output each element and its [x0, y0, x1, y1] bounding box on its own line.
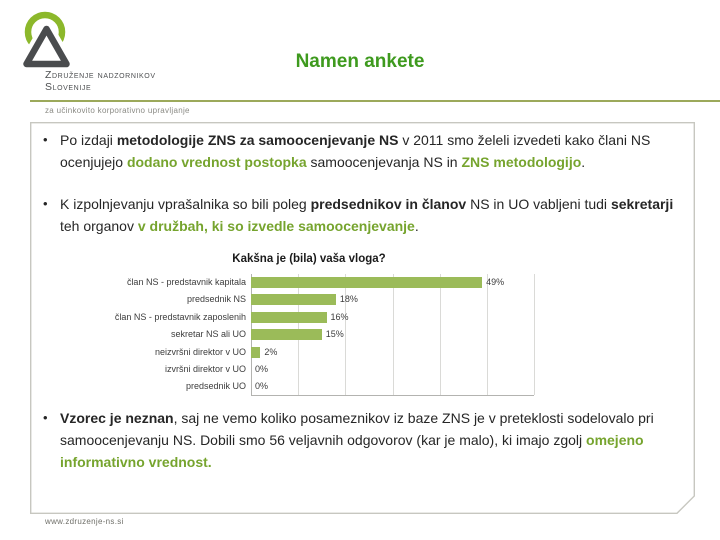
- chart-value-label: 0%: [255, 363, 269, 374]
- chart-category-label: član NS - predstavnik kapitala: [126, 277, 246, 287]
- bullet-text-segment: v družbah, ki so izvedle samoocenjevanje: [137, 218, 415, 234]
- chart-bar: [251, 329, 322, 340]
- chart-bar: [251, 312, 327, 323]
- bullet-text-segment: ZNS metodologijo: [461, 154, 582, 170]
- bullet-item: [30, 193, 681, 237]
- bullet-text-segment: K izpolnjevanju vprašalnika so bili poleg: [60, 196, 311, 212]
- role-bar-chart: [84, 253, 534, 396]
- chart-row: [251, 344, 534, 361]
- chart-row: [251, 378, 534, 395]
- chart-value-label: 18%: [339, 294, 358, 305]
- bullet-text-segment: Vzorec je neznan: [60, 409, 174, 426]
- footer-url: www.zdruzenje-ns.si: [45, 517, 124, 526]
- bullet-text-segment: omejeno informativno vrednost.: [60, 431, 644, 470]
- chart-value-label: 15%: [325, 329, 344, 340]
- bullet-item: [30, 407, 681, 473]
- chart-row: [251, 361, 534, 378]
- bullet-text-segment: NS in UO vabljeni tudi: [466, 196, 611, 212]
- chart-category-label: član NS - predstavnik zaposlenih: [114, 311, 246, 322]
- bullet-text-segment: v 2011 smo želeli izvedeti kako člani NS ocenjujejo: [60, 132, 651, 170]
- bullet-text-segment: sekretarji: [610, 196, 674, 212]
- org-name-line2: Slovenije: [45, 80, 92, 93]
- bullet-text-segment: predsednikov in članov: [310, 196, 467, 212]
- bullet-text-segment: metodologije ZNS za samoocenjevanje NS: [116, 132, 399, 148]
- chart-row: [251, 291, 534, 308]
- chart-area: [84, 274, 534, 396]
- chart-category-label: izvršni direktor v UO: [164, 363, 246, 374]
- org-name-line1: Združenje nadzornikov: [45, 69, 156, 81]
- chart-category-labels: [84, 274, 251, 396]
- chart-value-label: 16%: [330, 311, 349, 322]
- chart-plot: [251, 274, 534, 396]
- chart-bar: [251, 294, 336, 305]
- chart-value-label: 0%: [255, 381, 269, 392]
- content-box: [30, 122, 695, 514]
- chart-row: [251, 274, 534, 291]
- bullet-text-segment: , saj ne vemo koliko posameznikov iz baze ZNS je v preteklosti sodelovalo pri samoocenjevanju NS. Dobili smo 56 veljavnih odgovorov (kar je malo), ki imajo zgolj: [60, 409, 654, 448]
- bullet-list-bottom: [30, 407, 681, 473]
- chart-bar: [251, 277, 482, 288]
- chart-category-label: predsednik NS: [186, 294, 246, 305]
- bullet-list-top: [30, 129, 681, 237]
- bullet-item: [30, 129, 681, 173]
- slide-title: Namen ankete: [295, 51, 425, 72]
- bullet-text-segment: teh organov: [60, 218, 138, 234]
- chart-value-label: 49%: [486, 277, 505, 287]
- bullet-text-segment: dodano vrednost postopka: [126, 154, 307, 170]
- chart-title: Kakšna je (bila) vaša vloga?: [232, 253, 386, 265]
- chart-bar: [251, 347, 260, 358]
- chart-row: [251, 326, 534, 343]
- chart-row: [251, 309, 534, 326]
- org-name: [45, 70, 156, 93]
- chart-category-label: sekretar NS ali UO: [170, 329, 246, 340]
- bullet-text-segment: Po izdaji: [60, 132, 117, 148]
- chart-gridline: [534, 274, 535, 395]
- chart-category-label: neizvršni direktor v UO: [154, 346, 246, 357]
- header-divider: [30, 100, 720, 102]
- chart-value-label: 2%: [264, 346, 278, 357]
- org-tagline: za učinkovito korporativno upravljanje: [45, 106, 190, 115]
- bullet-text-segment: .: [581, 154, 586, 170]
- bullet-text-segment: .: [414, 218, 419, 234]
- bullet-text-segment: samoocenjevanja NS in: [306, 154, 462, 170]
- chart-category-label: predsednik UO: [185, 381, 246, 392]
